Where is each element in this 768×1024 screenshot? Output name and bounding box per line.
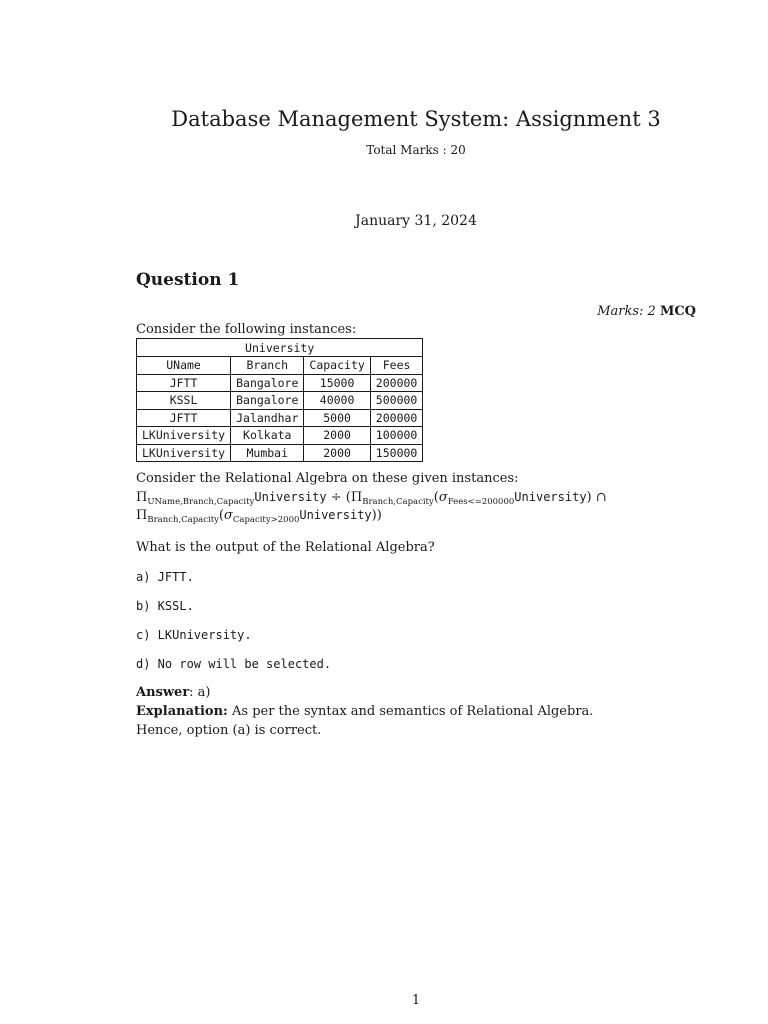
table-cell: 200000: [370, 374, 423, 392]
table-row: [137, 409, 423, 427]
table-cell: 15000: [304, 374, 370, 392]
table-cell: 2000: [304, 444, 370, 462]
document-date: January 31, 2024: [355, 213, 477, 229]
table-cell: JFTT: [137, 374, 231, 392]
table-cell: Mumbai: [231, 444, 304, 462]
table-row: [137, 444, 423, 462]
sigma-symbol: σ: [224, 508, 233, 523]
selection-condition: Capacity>2000: [232, 515, 300, 525]
question-type: MCQ: [659, 304, 696, 319]
close-parens: )): [371, 508, 382, 523]
table-cell: Kolkata: [231, 427, 304, 445]
column-header: Capacity: [304, 357, 370, 375]
explanation-text: As per the syntax and semantics of Relational Algebra.: [232, 704, 594, 719]
projection-attributes: UName,Branch,Capacity: [147, 497, 255, 507]
table-cell: LKUniversity: [137, 444, 231, 462]
answer-line: [136, 683, 593, 702]
relation-name: University: [254, 490, 327, 504]
table-cell: Bangalore: [231, 392, 304, 410]
table-row: [137, 392, 423, 410]
document-title: Database Management System: Assignment 3: [171, 107, 661, 131]
question-heading: Question 1: [136, 270, 240, 290]
table-row: [137, 427, 423, 445]
sigma-symbol: σ: [438, 490, 448, 505]
table-cell: KSSL: [137, 392, 231, 410]
total-marks: Total Marks : 20: [366, 143, 466, 157]
projection-attributes: Branch,Capacity: [147, 515, 219, 525]
pi-symbol: Π: [136, 508, 148, 523]
table-header-row: [137, 357, 423, 375]
conclusion-line: Hence, option (a) is correct.: [136, 723, 322, 738]
table-cell: 500000: [370, 392, 423, 410]
table-cell: Bangalore: [231, 374, 304, 392]
table-cell: 200000: [370, 409, 423, 427]
pi-symbol: Π: [350, 490, 363, 505]
marks-label: Marks: 2: [597, 304, 656, 319]
table-cell: 100000: [370, 427, 423, 445]
option-b: b) KSSL.: [136, 599, 194, 613]
relation-name: University: [299, 508, 372, 522]
table-row: [137, 374, 423, 392]
table-cell: Jalandhar: [231, 409, 304, 427]
pi-symbol: Π: [136, 490, 148, 505]
answer-label: Answer: [136, 685, 190, 700]
explanation-line: [136, 702, 593, 721]
table-cell: 150000: [370, 444, 423, 462]
option-a: a) JFTT.: [136, 570, 194, 584]
option-d: d) No row will be selected.: [136, 657, 332, 671]
table-caption: University: [137, 339, 423, 357]
column-header: UName: [137, 357, 231, 375]
column-header: Branch: [231, 357, 304, 375]
table-cell: JFTT: [137, 409, 231, 427]
instances-intro: Consider the following instances:: [136, 322, 357, 337]
answer-value: : a): [189, 685, 211, 700]
table-cell: LKUniversity: [137, 427, 231, 445]
algebra-expression-line-2: $\Pi_{Branch,Capacity}(\sigma_{Capacity>2000}University)$): [136, 508, 382, 525]
answer-block: [136, 683, 593, 740]
table-cell: 40000: [304, 392, 370, 410]
university-table: [136, 338, 423, 462]
column-header: Fees: [370, 357, 423, 375]
page-number: 1: [411, 993, 421, 1008]
question-prompt: What is the output of the Relational Algebra?: [136, 540, 435, 555]
algebra-intro: Consider the Relational Algebra on these given instances:: [136, 471, 519, 486]
division-operator: ÷ (: [326, 490, 351, 505]
table-cell: 2000: [304, 427, 370, 445]
projection-attributes: Branch,Capacity: [362, 497, 434, 507]
algebra-expression-line-1: $\Pi_{UName,Branch,Capacity}University$ ÷ ($\Pi_{Branch,Capacity}(\sigma_{Fees<=200000}University)$ ∩: [136, 490, 607, 507]
close-paren: ): [586, 490, 596, 505]
explanation-label: Explanation:: [136, 704, 228, 719]
intersection-operator: ∩: [595, 490, 607, 505]
selection-condition: Fees<=200000: [447, 497, 515, 507]
table-cell: 5000: [304, 409, 370, 427]
question-marks: [597, 302, 696, 322]
option-c: c) LKUniversity.: [136, 628, 252, 642]
relation-name: University: [514, 490, 587, 504]
